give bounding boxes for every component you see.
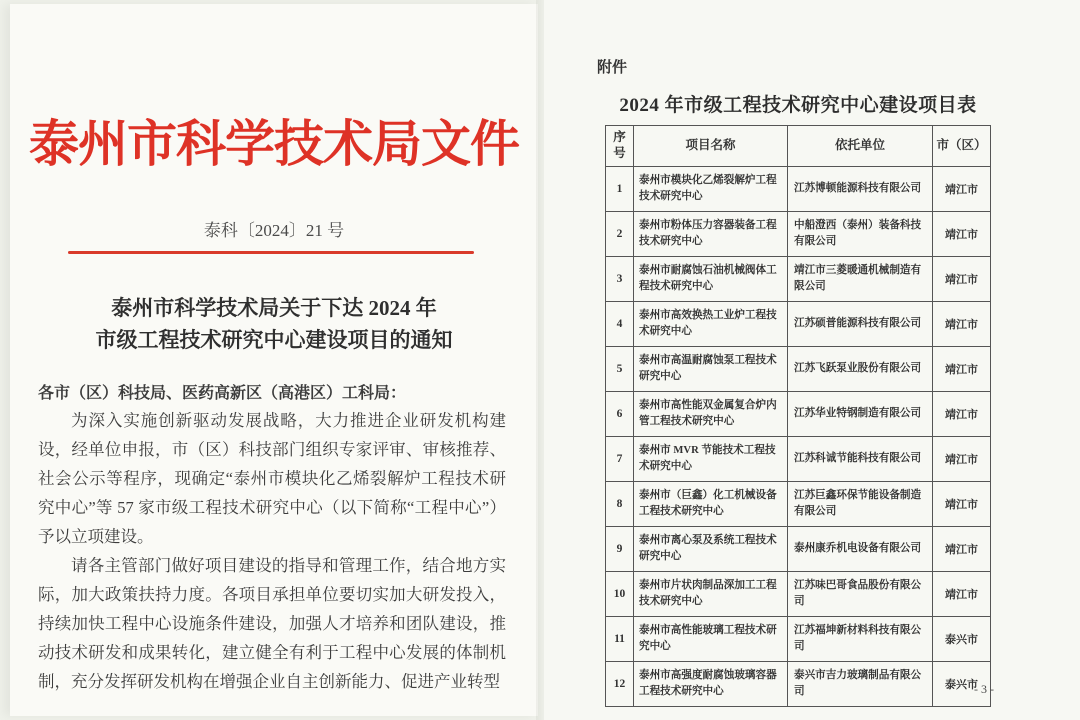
cell-district: 靖江市 (933, 482, 991, 527)
table-row (606, 662, 991, 707)
cell-org: 江苏味巴哥食品股份有限公司 (788, 572, 933, 617)
cell-district: 靖江市 (933, 572, 991, 617)
projects-table (605, 125, 991, 707)
cell-district: 靖江市 (933, 167, 991, 212)
column-header-org: 依托单位 (788, 126, 933, 167)
table-row (606, 617, 991, 662)
column-header-district: 市（区） (933, 126, 991, 167)
document-title-line2: 市级工程技术研究中心建设项目的通知 (95, 328, 453, 352)
cell-org: 江苏科诚节能科技有限公司 (788, 437, 933, 482)
attachment-label: 附件 (597, 60, 628, 76)
table-row (606, 347, 991, 392)
table-row (606, 257, 991, 302)
agency-letterhead: 泰州市科学技术局文件 (29, 116, 519, 172)
cell-district: 靖江市 (933, 527, 991, 572)
cell-project: 泰州市模块化乙烯裂解炉工程技术研究中心 (634, 167, 788, 212)
cell-no: 10 (606, 572, 634, 617)
cell-no: 7 (606, 437, 634, 482)
table-row (606, 437, 991, 482)
salutation: 各市（区）科技局、医药高新区（高港区）工科局： (38, 385, 407, 402)
cell-project: 泰州市耐腐蚀石油机械阀体工程技术研究中心 (634, 257, 788, 302)
cell-district: 靖江市 (933, 392, 991, 437)
column-header-no: 序号 (606, 126, 634, 167)
cell-project: 泰州市高强度耐腐蚀玻璃容器工程技术研究中心 (634, 662, 788, 707)
cell-project: 泰州市高温耐腐蚀泵工程技术研究中心 (634, 347, 788, 392)
cell-org: 泰州康乔机电设备有限公司 (788, 527, 933, 572)
cell-org: 泰兴市吉力玻璃制品有限公司 (788, 662, 933, 707)
cell-no: 11 (606, 617, 634, 662)
cell-project: 泰州市（巨鑫）化工机械设备工程技术研究中心 (634, 482, 788, 527)
table-row (606, 572, 991, 617)
table-row (606, 392, 991, 437)
cell-org: 江苏硕普能源科技有限公司 (788, 302, 933, 347)
cell-project: 泰州市离心泵及系统工程技术研究中心 (634, 527, 788, 572)
cell-no: 1 (606, 167, 634, 212)
cell-district: 靖江市 (933, 347, 991, 392)
table-title: 2024 年市级工程技术研究中心建设项目表 (619, 95, 977, 116)
cell-no: 6 (606, 392, 634, 437)
page-number: - 3 - (974, 682, 994, 696)
document-body (38, 406, 506, 696)
cell-no: 3 (606, 257, 634, 302)
cell-org: 中船澄西（泰州）装备科技有限公司 (788, 212, 933, 257)
cell-org: 江苏巨鑫环保节能设备制造有限公司 (788, 482, 933, 527)
cell-project: 泰州市粉体压力容器装备工程技术研究中心 (634, 212, 788, 257)
cell-no: 2 (606, 212, 634, 257)
column-header-project: 项目名称 (634, 126, 788, 167)
document-page-right (544, 0, 1080, 720)
document-title-line1: 泰州市科学技术局关于下达 2024 年 (111, 296, 437, 320)
cell-project: 泰州市高性能双金属复合炉内管工程技术研究中心 (634, 392, 788, 437)
cell-district: 泰兴市 (933, 617, 991, 662)
cell-no: 5 (606, 347, 634, 392)
cell-org: 江苏飞跃泵业股份有限公司 (788, 347, 933, 392)
projects-table-body (606, 167, 991, 707)
document-page-left (10, 4, 538, 716)
cell-org: 江苏华业特钢制造有限公司 (788, 392, 933, 437)
cell-district: 靖江市 (933, 257, 991, 302)
table-row (606, 302, 991, 347)
cell-org: 江苏福坤新材料科技有限公司 (788, 617, 933, 662)
body-paragraph-1: 为深入实施创新驱动发展战略，大力推进企业研发机构建设，经单位申报，市（区）科技部门组织专家评审、审核推荐、社会公示等程序，现确定“泰州市模块化乙烯裂解炉工程技术研究中心”等 57 家市级工程技术研究中心（以下简称“工程中心”）予以立项建设。 (38, 411, 506, 546)
cell-no: 4 (606, 302, 634, 347)
table-row (606, 212, 991, 257)
table-row (606, 167, 991, 212)
cell-district: 靖江市 (933, 302, 991, 347)
cell-no: 8 (606, 482, 634, 527)
table-row (606, 482, 991, 527)
cell-no: 12 (606, 662, 634, 707)
cell-org: 靖江市三菱暖通机械制造有限公司 (788, 257, 933, 302)
cell-project: 泰州市高效换热工业炉工程技术研究中心 (634, 302, 788, 347)
letterhead-divider (68, 251, 474, 254)
cell-district: 泰兴市 (933, 662, 991, 707)
cell-no: 9 (606, 527, 634, 572)
body-paragraph-2: 请各主管部门做好项目建设的指导和管理工作，结合地方实际，加大政策扶持力度。各项目承担单位要切实加大研发投入，持续加快工程中心设施条件建设，加强人才培养和团队建设，推动技术研发和成果转化，建立健全有利于工程中心发展的体制机制，充分发挥研发机构在增强企业自主创新能力、促进产业转型 (38, 556, 506, 691)
cell-org: 江苏博顿能源科技有限公司 (788, 167, 933, 212)
cell-district: 靖江市 (933, 437, 991, 482)
cell-project: 泰州市片状肉制品深加工工程技术研究中心 (634, 572, 788, 617)
document-number: 泰科〔2024〕21 号 (203, 221, 345, 240)
projects-table-header (606, 126, 991, 167)
document-title (34, 292, 514, 356)
cell-project: 泰州市 MVR 节能技术工程技术研究中心 (634, 437, 788, 482)
cell-project: 泰州市高性能玻璃工程技术研究中心 (634, 617, 788, 662)
cell-district: 靖江市 (933, 212, 991, 257)
table-row (606, 527, 991, 572)
